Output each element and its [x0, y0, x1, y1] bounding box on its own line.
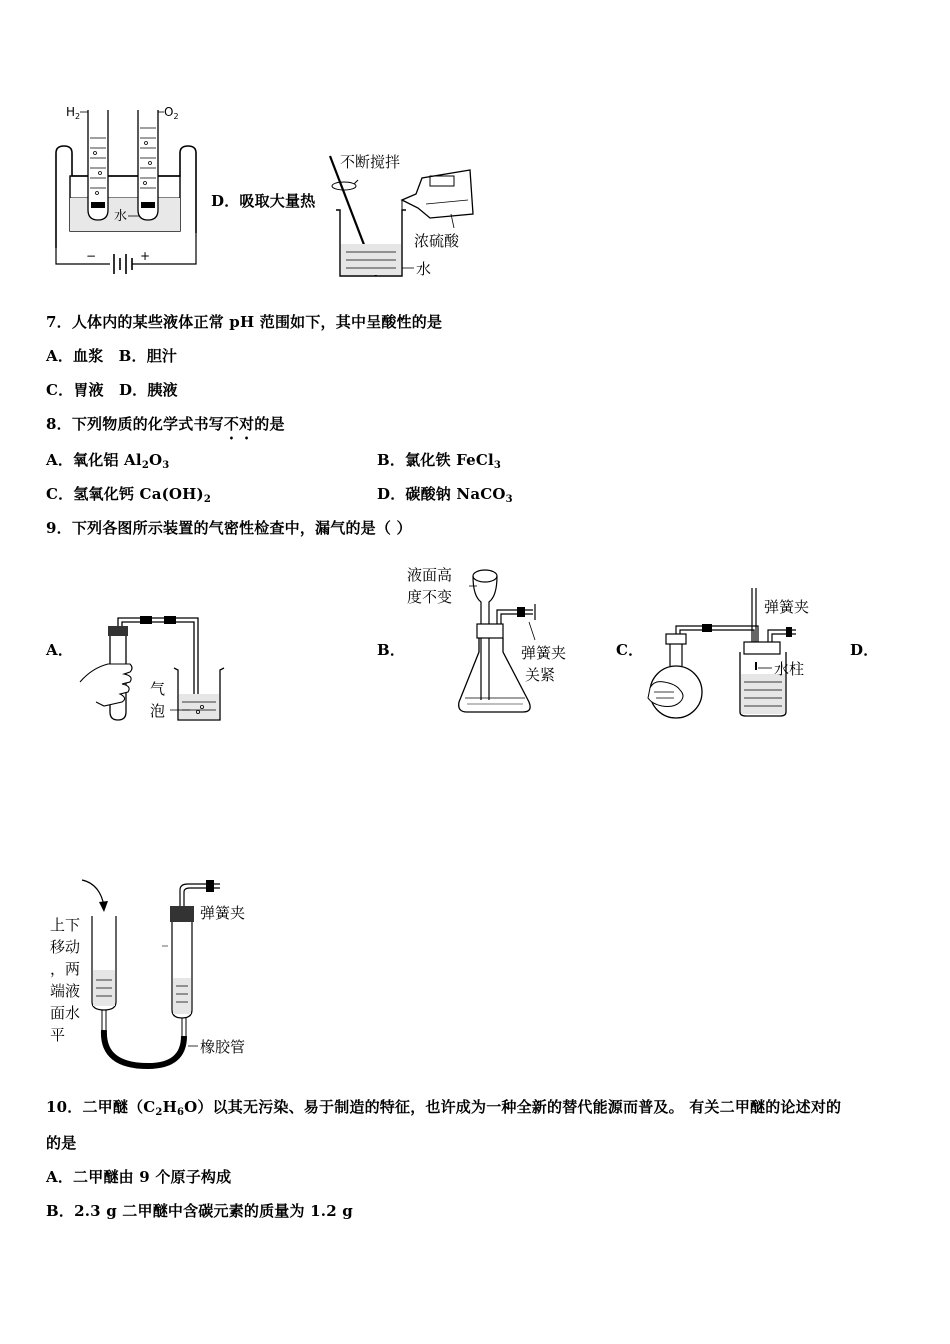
level-label-2: 度不变	[407, 588, 453, 606]
electrolysis-figure	[50, 98, 210, 288]
rubber-tube-label: 橡胶管	[200, 1038, 246, 1056]
svg-text:O2: $O_2$	[164, 105, 179, 121]
q10-option-a: A．二甲醚由 9 个原子构成	[46, 1168, 232, 1186]
q9-figure-c	[640, 584, 830, 724]
svg-text:H2: $H_2$	[66, 105, 81, 121]
q7-stem: 7．人体内的某些液体正常 pH 范围如下，其中呈酸性的是	[46, 313, 443, 331]
clip-label-d: 弹簧夹	[200, 904, 246, 922]
q9-option-d-label: D．	[850, 641, 879, 659]
q8-option-d: D．碳酸钠 NaCO$_3$	[377, 485, 513, 505]
bubble-label-2: 泡	[150, 702, 166, 720]
move-label-1: 上下	[50, 916, 81, 934]
acid-label: 浓硫酸	[414, 232, 460, 250]
q9-option-a-label: A．	[46, 641, 74, 659]
q8-option-c: C．氢氧化钙 $Ca(OH)_2$	[46, 485, 212, 505]
q8-emphasis: 不对	[223, 415, 255, 433]
q7-options-ab: A．血浆 B．胆汁	[46, 347, 178, 365]
clip-label-c: 弹簧夹	[764, 598, 810, 616]
water-label-2: 水	[416, 260, 432, 278]
move-label-3: ，两	[50, 960, 81, 978]
water-label-1: 水	[114, 209, 128, 224]
move-label-4: 端液	[50, 982, 81, 1000]
q9-stem: 9．下列各图所示装置的气密性检查中，漏气的是（ ）	[46, 519, 412, 537]
clip-label-1: 弹簧夹	[521, 644, 567, 662]
q9-option-c-label: C．	[616, 641, 644, 659]
dilution-figure	[318, 148, 493, 283]
q10-option-b: B．2.3 g 二甲醚中含碳元素的质量为 1.2 g	[46, 1202, 353, 1220]
move-label-5: 面水	[50, 1004, 81, 1022]
clip-label-2: 关紧	[525, 666, 556, 684]
q9-option-b-label: B．	[377, 641, 406, 659]
svg-text:+: +	[140, 249, 151, 263]
move-label-6: 平	[50, 1026, 66, 1044]
option-d-label: D．吸取大量热	[211, 192, 316, 210]
bubble-label-1: 气	[150, 680, 166, 698]
move-label-2: 移动	[50, 938, 81, 956]
q9-figure-d	[48, 870, 268, 1070]
q8-option-b: B．氯化铁 FeCl$_3$	[377, 451, 502, 471]
q7-options-cd: C．胃液 D．胰液	[46, 381, 178, 399]
stir-label: 不断搅拌	[340, 153, 401, 171]
q9-figure-b	[405, 562, 585, 717]
q8-option-a: A．氧化铝 $Al_2O_3$	[46, 451, 170, 471]
q8-stem: 8．下列物质的化学式书写不对的是	[46, 415, 285, 433]
q9-figure-a	[78, 612, 228, 722]
q10-stem-line1: 10．二甲醚$(C_2H_6O)$以其无污染、易于制造的特征，也许成为一种全新的替代能源而普及。 有关二甲醚的论述对的	[46, 1098, 842, 1118]
svg-text:−: −	[86, 249, 97, 263]
q10-stem-line2: 的是	[46, 1134, 77, 1152]
level-label-1: 液面高	[407, 566, 453, 584]
column-label: 水柱	[774, 660, 805, 678]
